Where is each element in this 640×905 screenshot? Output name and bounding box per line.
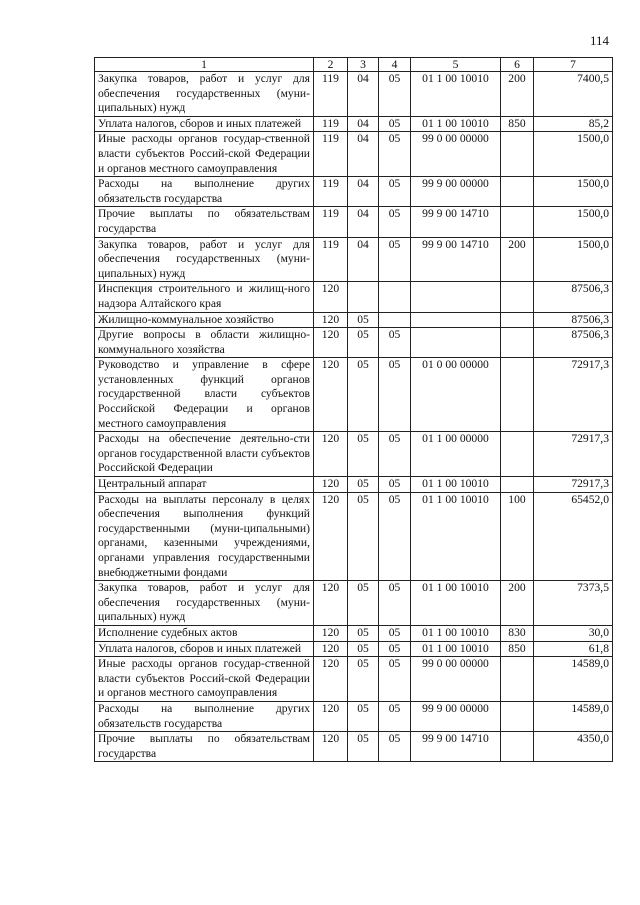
target-article-cell: 01 1 00 10010 bbox=[411, 581, 501, 626]
amount-cell: 7373,5 bbox=[534, 581, 613, 626]
section-code-cell bbox=[348, 282, 379, 312]
column-header-2: 2 bbox=[314, 58, 348, 72]
amount-cell: 1500,0 bbox=[534, 132, 613, 177]
grbs-code-cell: 120 bbox=[314, 641, 348, 657]
grbs-code-cell: 120 bbox=[314, 477, 348, 493]
amount-cell: 87506,3 bbox=[534, 312, 613, 328]
target-article-cell: 01 1 00 00000 bbox=[411, 432, 501, 477]
grbs-code-cell: 120 bbox=[314, 282, 348, 312]
target-article-cell bbox=[411, 282, 501, 312]
table-body bbox=[95, 72, 613, 762]
grbs-code-cell: 120 bbox=[314, 657, 348, 702]
row-name-cell: Другие вопросы в области жилищно-коммунального хозяйства bbox=[95, 328, 314, 358]
amount-cell: 87506,3 bbox=[534, 282, 613, 312]
section-code-cell: 05 bbox=[348, 492, 379, 581]
section-code-cell: 05 bbox=[348, 732, 379, 762]
expense-type-cell bbox=[501, 701, 534, 731]
target-article-cell: 99 0 00 00000 bbox=[411, 657, 501, 702]
table-row bbox=[95, 207, 613, 237]
target-article-cell: 99 9 00 14710 bbox=[411, 732, 501, 762]
amount-cell: 85,2 bbox=[534, 116, 613, 132]
table-row bbox=[95, 237, 613, 282]
expense-type-cell bbox=[501, 207, 534, 237]
grbs-code-cell: 119 bbox=[314, 72, 348, 117]
table-row bbox=[95, 701, 613, 731]
target-article-cell: 01 1 00 10010 bbox=[411, 492, 501, 581]
subsection-code-cell: 05 bbox=[379, 732, 411, 762]
expense-type-cell: 830 bbox=[501, 625, 534, 641]
section-code-cell: 05 bbox=[348, 358, 379, 432]
section-code-cell: 05 bbox=[348, 701, 379, 731]
section-code-cell: 04 bbox=[348, 72, 379, 117]
table-row bbox=[95, 312, 613, 328]
target-article-cell: 99 9 00 00000 bbox=[411, 177, 501, 207]
section-code-cell: 04 bbox=[348, 132, 379, 177]
row-name-cell: Руководство и управление в сфере установленных функций органов государственной власти субъектов Российской Федерации и органов местного самоуправления bbox=[95, 358, 314, 432]
row-name-cell: Иные расходы органов государ-ственной власти субъектов Россий-ской Федерации и органов местного самоуправления bbox=[95, 657, 314, 702]
table-row bbox=[95, 581, 613, 626]
grbs-code-cell: 120 bbox=[314, 312, 348, 328]
grbs-code-cell: 120 bbox=[314, 625, 348, 641]
section-code-cell: 05 bbox=[348, 432, 379, 477]
row-name-cell: Инспекция строительного и жилищ-ного надзора Алтайского края bbox=[95, 282, 314, 312]
target-article-cell: 99 9 00 00000 bbox=[411, 701, 501, 731]
amount-cell: 14589,0 bbox=[534, 701, 613, 731]
target-article-cell: 01 1 00 10010 bbox=[411, 116, 501, 132]
target-article-cell bbox=[411, 328, 501, 358]
amount-cell: 14589,0 bbox=[534, 657, 613, 702]
amount-cell: 7400,5 bbox=[534, 72, 613, 117]
grbs-code-cell: 119 bbox=[314, 177, 348, 207]
table-row bbox=[95, 328, 613, 358]
table-row bbox=[95, 432, 613, 477]
expense-type-cell: 200 bbox=[501, 72, 534, 117]
amount-cell: 1500,0 bbox=[534, 237, 613, 282]
subsection-code-cell: 05 bbox=[379, 358, 411, 432]
grbs-code-cell: 120 bbox=[314, 358, 348, 432]
section-code-cell: 04 bbox=[348, 207, 379, 237]
table-row bbox=[95, 177, 613, 207]
section-code-cell: 05 bbox=[348, 641, 379, 657]
row-name-cell: Уплата налогов, сборов и иных платежей bbox=[95, 641, 314, 657]
row-name-cell: Прочие выплаты по обязательствам государства bbox=[95, 207, 314, 237]
table-row bbox=[95, 72, 613, 117]
section-code-cell: 05 bbox=[348, 328, 379, 358]
subsection-code-cell: 05 bbox=[379, 581, 411, 626]
grbs-code-cell: 120 bbox=[314, 328, 348, 358]
row-name-cell: Уплата налогов, сборов и иных платежей bbox=[95, 116, 314, 132]
table-row bbox=[95, 492, 613, 581]
target-article-cell: 99 9 00 14710 bbox=[411, 207, 501, 237]
amount-cell: 72917,3 bbox=[534, 477, 613, 493]
target-article-cell: 01 1 00 10010 bbox=[411, 641, 501, 657]
target-article-cell: 01 1 00 10010 bbox=[411, 625, 501, 641]
column-header-5: 5 bbox=[411, 58, 501, 72]
subsection-code-cell: 05 bbox=[379, 477, 411, 493]
expense-type-cell: 100 bbox=[501, 492, 534, 581]
row-name-cell: Расходы на обеспечение деятельно-сти органов государственной власти субъектов Российской Федерации bbox=[95, 432, 314, 477]
table-row bbox=[95, 641, 613, 657]
grbs-code-cell: 119 bbox=[314, 132, 348, 177]
subsection-code-cell: 05 bbox=[379, 657, 411, 702]
grbs-code-cell: 120 bbox=[314, 432, 348, 477]
budget-table bbox=[94, 57, 613, 762]
grbs-code-cell: 120 bbox=[314, 492, 348, 581]
column-header-4: 4 bbox=[379, 58, 411, 72]
amount-cell: 1500,0 bbox=[534, 177, 613, 207]
amount-cell: 61,8 bbox=[534, 641, 613, 657]
row-name-cell: Расходы на выплаты персоналу в целях обеспечения выполнения функций государственными (муни-ципальными) органами, казенными учреждениями, органами управления государственными внебюджетными фондами bbox=[95, 492, 314, 581]
table-row bbox=[95, 732, 613, 762]
subsection-code-cell: 05 bbox=[379, 432, 411, 477]
expense-type-cell bbox=[501, 432, 534, 477]
row-name-cell: Закупка товаров, работ и услуг для обеспечения государственных (муни-ципальных) нужд bbox=[95, 237, 314, 282]
page-number: 114 bbox=[590, 33, 610, 48]
grbs-code-cell: 119 bbox=[314, 237, 348, 282]
subsection-code-cell: 05 bbox=[379, 641, 411, 657]
subsection-code-cell: 05 bbox=[379, 625, 411, 641]
grbs-code-cell: 119 bbox=[314, 116, 348, 132]
table-row bbox=[95, 657, 613, 702]
table-row bbox=[95, 358, 613, 432]
expense-type-cell bbox=[501, 657, 534, 702]
subsection-code-cell: 05 bbox=[379, 237, 411, 282]
section-code-cell: 04 bbox=[348, 237, 379, 282]
table-row bbox=[95, 282, 613, 312]
section-code-cell: 05 bbox=[348, 477, 379, 493]
amount-cell: 87506,3 bbox=[534, 328, 613, 358]
amount-cell: 65452,0 bbox=[534, 492, 613, 581]
amount-cell: 30,0 bbox=[534, 625, 613, 641]
column-header-6: 6 bbox=[501, 58, 534, 72]
row-name-cell: Прочие выплаты по обязательствам государства bbox=[95, 732, 314, 762]
expense-type-cell: 850 bbox=[501, 641, 534, 657]
column-header-row bbox=[95, 58, 613, 72]
grbs-code-cell: 120 bbox=[314, 581, 348, 626]
column-header-3: 3 bbox=[348, 58, 379, 72]
column-header-7: 7 bbox=[534, 58, 613, 72]
expense-type-cell bbox=[501, 177, 534, 207]
subsection-code-cell: 05 bbox=[379, 132, 411, 177]
amount-cell: 72917,3 bbox=[534, 358, 613, 432]
row-name-cell: Центральный аппарат bbox=[95, 477, 314, 493]
amount-cell: 72917,3 bbox=[534, 432, 613, 477]
section-code-cell: 05 bbox=[348, 581, 379, 626]
section-code-cell: 05 bbox=[348, 657, 379, 702]
expense-type-cell bbox=[501, 328, 534, 358]
subsection-code-cell: 05 bbox=[379, 328, 411, 358]
subsection-code-cell: 05 bbox=[379, 72, 411, 117]
table-row bbox=[95, 625, 613, 641]
table-row bbox=[95, 477, 613, 493]
expense-type-cell bbox=[501, 312, 534, 328]
row-name-cell: Закупка товаров, работ и услуг для обеспечения государственных (муни-ципальных) нужд bbox=[95, 581, 314, 626]
expense-type-cell: 200 bbox=[501, 237, 534, 282]
target-article-cell bbox=[411, 312, 501, 328]
target-article-cell: 01 1 00 10010 bbox=[411, 72, 501, 117]
section-code-cell: 04 bbox=[348, 116, 379, 132]
section-code-cell: 04 bbox=[348, 177, 379, 207]
amount-cell: 4350,0 bbox=[534, 732, 613, 762]
subsection-code-cell bbox=[379, 282, 411, 312]
expense-type-cell bbox=[501, 282, 534, 312]
row-name-cell: Расходы на выполнение других обязательств государства bbox=[95, 177, 314, 207]
row-name-cell: Жилищно-коммунальное хозяйство bbox=[95, 312, 314, 328]
amount-cell: 1500,0 bbox=[534, 207, 613, 237]
target-article-cell: 01 1 00 10010 bbox=[411, 477, 501, 493]
expense-type-cell bbox=[501, 132, 534, 177]
grbs-code-cell: 120 bbox=[314, 732, 348, 762]
row-name-cell: Закупка товаров, работ и услуг для обеспечения государственных (муни-ципальных) нужд bbox=[95, 72, 314, 117]
subsection-code-cell: 05 bbox=[379, 207, 411, 237]
grbs-code-cell: 120 bbox=[314, 701, 348, 731]
grbs-code-cell: 119 bbox=[314, 207, 348, 237]
subsection-code-cell bbox=[379, 312, 411, 328]
expense-type-cell: 850 bbox=[501, 116, 534, 132]
subsection-code-cell: 05 bbox=[379, 116, 411, 132]
row-name-cell: Иные расходы органов государ-ственной власти субъектов Россий-ской Федерации и органов местного самоуправления bbox=[95, 132, 314, 177]
target-article-cell: 99 9 00 14710 bbox=[411, 237, 501, 282]
target-article-cell: 01 0 00 00000 bbox=[411, 358, 501, 432]
column-header-1: 1 bbox=[95, 58, 314, 72]
subsection-code-cell: 05 bbox=[379, 177, 411, 207]
expense-type-cell bbox=[501, 358, 534, 432]
expense-type-cell bbox=[501, 477, 534, 493]
row-name-cell: Расходы на выполнение других обязательств государства bbox=[95, 701, 314, 731]
section-code-cell: 05 bbox=[348, 312, 379, 328]
row-name-cell: Исполнение судебных актов bbox=[95, 625, 314, 641]
expense-type-cell bbox=[501, 732, 534, 762]
subsection-code-cell: 05 bbox=[379, 701, 411, 731]
table-row bbox=[95, 132, 613, 177]
section-code-cell: 05 bbox=[348, 625, 379, 641]
table-row bbox=[95, 116, 613, 132]
subsection-code-cell: 05 bbox=[379, 492, 411, 581]
expense-type-cell: 200 bbox=[501, 581, 534, 626]
target-article-cell: 99 0 00 00000 bbox=[411, 132, 501, 177]
